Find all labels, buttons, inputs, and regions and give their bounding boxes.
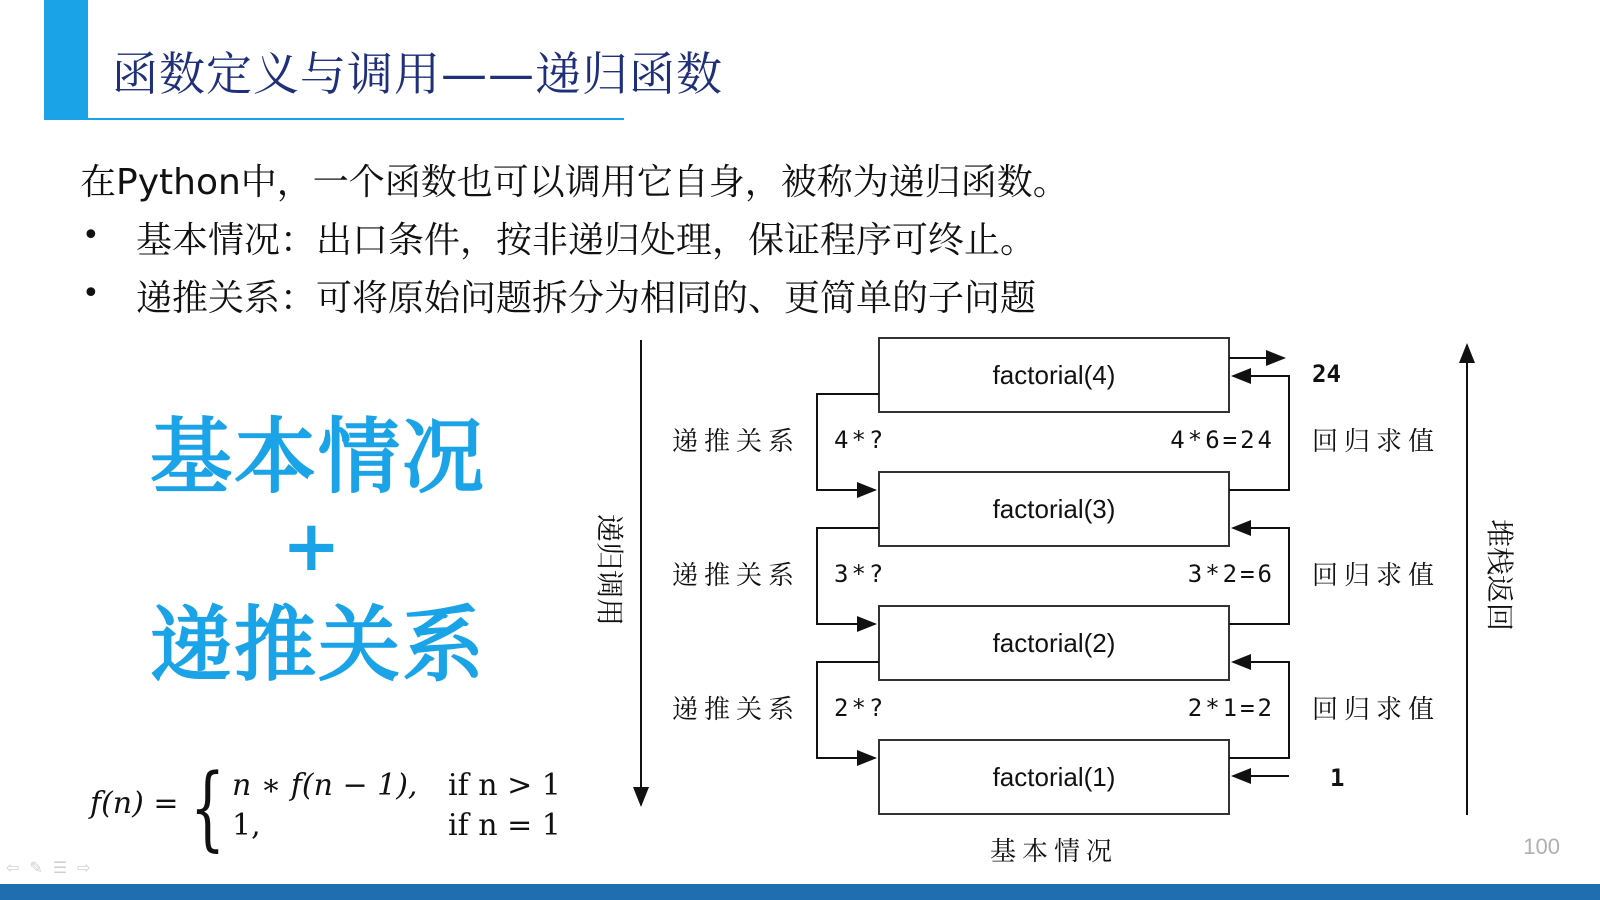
base-case-label: 基本情况 — [989, 837, 1119, 867]
menu-icon[interactable]: ☰ — [52, 858, 78, 877]
left-expr-3: 3*? — [834, 560, 887, 588]
intro-text: 在Python中，一个函数也可以调用它自身，被称为递归函数。 — [80, 162, 1069, 203]
right-expr-2: 2*1=2 — [1187, 694, 1275, 722]
return-eval-label: 回归求值 — [1312, 427, 1441, 457]
stack-return-label: 堆栈返回 — [1483, 518, 1516, 632]
box-factorial-2-label: factorial(2) — [992, 628, 1116, 658]
relation-label: 递推关系 — [672, 561, 801, 591]
slide-nav — [6, 858, 101, 877]
relation-label: 递推关系 — [672, 695, 801, 725]
formula-brace: { — [190, 754, 226, 861]
bullet-base-case: 基本情况：出口条件，按非递归处理，保证程序可终止。 — [136, 220, 1037, 261]
top-result: 24 — [1312, 360, 1341, 388]
big-label-recurrence: 递推关系 — [150, 598, 487, 693]
big-plus: + — [282, 505, 341, 587]
formula-case2-cond: if n = 1 — [448, 808, 561, 843]
slide-title: 函数定义与调用——递归函数 — [112, 47, 723, 101]
bullet-dot: • — [82, 218, 100, 253]
pen-icon[interactable]: ✎ — [29, 858, 53, 877]
recursive-call-label: 递归调用 — [593, 513, 626, 627]
base-value: 1 — [1330, 764, 1345, 792]
formula-case2-expr: 1, — [232, 808, 261, 843]
formula-case1-expr: n ∗ f(n − 1), — [232, 768, 418, 803]
left-expr-2: 2*? — [834, 694, 887, 722]
right-expr-4: 4*6=24 — [1170, 426, 1275, 454]
formula-lhs: f(n) = — [90, 786, 179, 821]
arrow-left-icon[interactable]: ⇦ — [6, 858, 30, 877]
box-factorial-3-label: factorial(3) — [992, 494, 1116, 524]
box-factorial-4-label: factorial(4) — [992, 360, 1116, 390]
big-label-base-case: 基本情况 — [150, 410, 487, 505]
return-eval-label: 回归求值 — [1312, 561, 1441, 591]
bottom-bar — [0, 884, 1600, 900]
box-factorial-1-label: factorial(1) — [992, 762, 1116, 792]
return-eval-label: 回归求值 — [1312, 695, 1441, 725]
formula-case1-cond: if n > 1 — [448, 768, 561, 803]
right-expr-3: 3*2=6 — [1187, 560, 1275, 588]
bullet-dot: • — [82, 276, 100, 311]
arrow-right-icon[interactable]: ⇨ — [77, 858, 101, 877]
relation-label: 递推关系 — [672, 427, 801, 457]
page-number: 100 — [1523, 834, 1560, 859]
bullet-recurrence: 递推关系：可将原始问题拆分为相同的、更简单的子问题 — [136, 278, 1037, 319]
left-expr-4: 4*? — [834, 426, 887, 454]
